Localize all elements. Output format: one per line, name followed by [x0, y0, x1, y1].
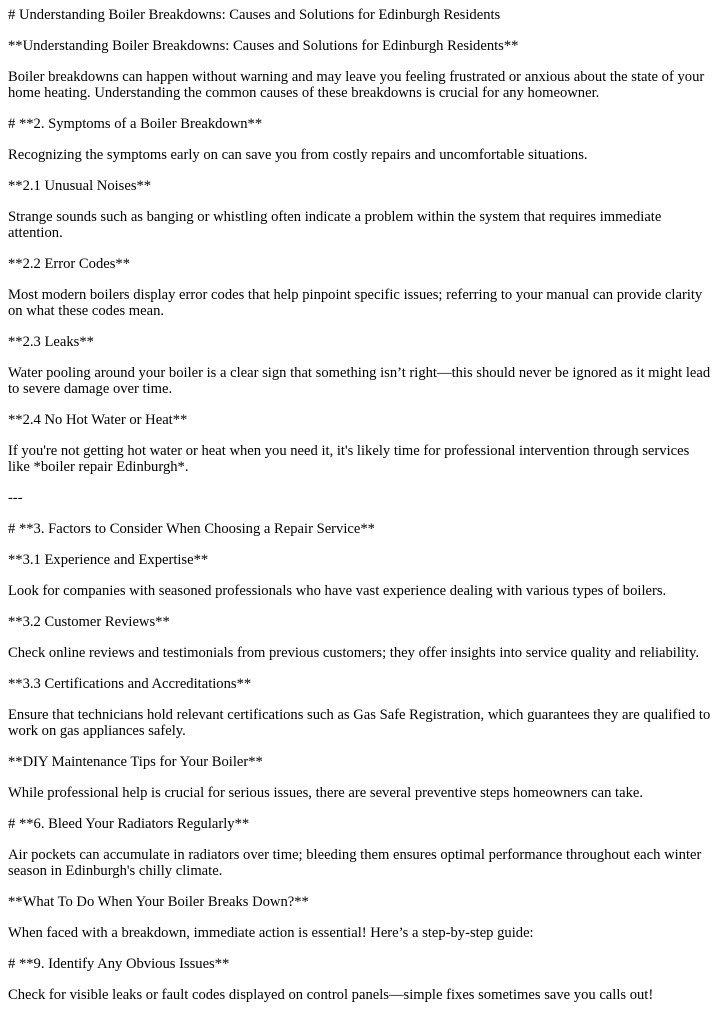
- heading-identify-issues: # **9. Identify Any Obvious Issues**: [8, 956, 230, 972]
- paragraph-symptoms: Recognizing the symptoms early on can save you from costly repairs and uncomfortable situations.: [8, 147, 588, 163]
- paragraph-no-hot-water: If you're not getting hot water or heat when you need it, it's likely time for professional intervention through services like *boiler repair Edinburgh*.: [8, 443, 690, 475]
- paragraph-what-to-do: When faced with a breakdown, immediate action is essential! Here’s a step-by-step guide:: [8, 925, 534, 941]
- subheading-no-hot-water: **2.4 No Hot Water or Heat**: [8, 412, 188, 428]
- heading-symptoms: # **2. Symptoms of a Boiler Breakdown**: [8, 116, 263, 132]
- subheading-diy-maintenance: **DIY Maintenance Tips for Your Boiler**: [8, 754, 263, 770]
- subheading-error-codes: **2.2 Error Codes**: [8, 256, 131, 272]
- paragraph-error-codes: Most modern boilers display error codes that help pinpoint specific issues; referring to your manual can provide clarity on what these codes mean.: [8, 287, 703, 319]
- heading-bleed-radiators: # **6. Bleed Your Radiators Regularly**: [8, 816, 250, 832]
- heading-title: # Understanding Boiler Breakdowns: Causes and Solutions for Edinburgh Residents: [8, 7, 501, 23]
- paragraph-unusual-noises: Strange sounds such as banging or whistling often indicate a problem within the system that requires immediate attention.: [8, 209, 662, 241]
- separator-line: ---: [8, 490, 23, 506]
- paragraph-bleed-radiators: Air pockets can accumulate in radiators over time; bleeding them ensures optimal performance throughout each winter season in Edinburgh's chilly climate.: [8, 847, 702, 879]
- heading-factors: # **3. Factors to Consider When Choosing a Repair Service**: [8, 521, 375, 537]
- subheading-unusual-noises: **2.1 Unusual Noises**: [8, 178, 152, 194]
- paragraph-diy-maintenance: While professional help is crucial for serious issues, there are several preventive steps homeowners can take.: [8, 785, 644, 801]
- subheading-reviews: **3.2 Customer Reviews**: [8, 614, 170, 630]
- paragraph-identify-issues: Check for visible leaks or fault codes displayed on control panels—simple fixes sometimes save you calls out!: [8, 987, 654, 1003]
- subheading-experience: **3.1 Experience and Expertise**: [8, 552, 209, 568]
- subheading-certifications: **3.3 Certifications and Accreditations**: [8, 676, 252, 692]
- intro-paragraph: Boiler breakdowns can happen without warning and may leave you feeling frustrated or anxious about the state of your home heating. Understanding the common causes of these breakdowns is crucial for any homeowner.: [8, 69, 705, 101]
- subheading-leaks: **2.3 Leaks**: [8, 334, 94, 350]
- paragraph-experience: Look for companies with seasoned professionals who have vast experience dealing with various types of boilers.: [8, 583, 667, 599]
- subheading-title: **Understanding Boiler Breakdowns: Causes and Solutions for Edinburgh Residents**: [8, 38, 519, 54]
- paragraph-leaks: Water pooling around your boiler is a clear sign that something isn’t right—this should never be ignored as it might lead to severe damage over time.: [8, 365, 711, 397]
- paragraph-certifications: Ensure that technicians hold relevant certifications such as Gas Safe Registration, which guarantees they are qualified to work on gas appliances safely.: [8, 707, 711, 739]
- subheading-what-to-do: **What To Do When Your Boiler Breaks Down?**: [8, 894, 309, 910]
- paragraph-reviews: Check online reviews and testimonials from previous customers; they offer insights into service quality and reliability.: [8, 645, 700, 661]
